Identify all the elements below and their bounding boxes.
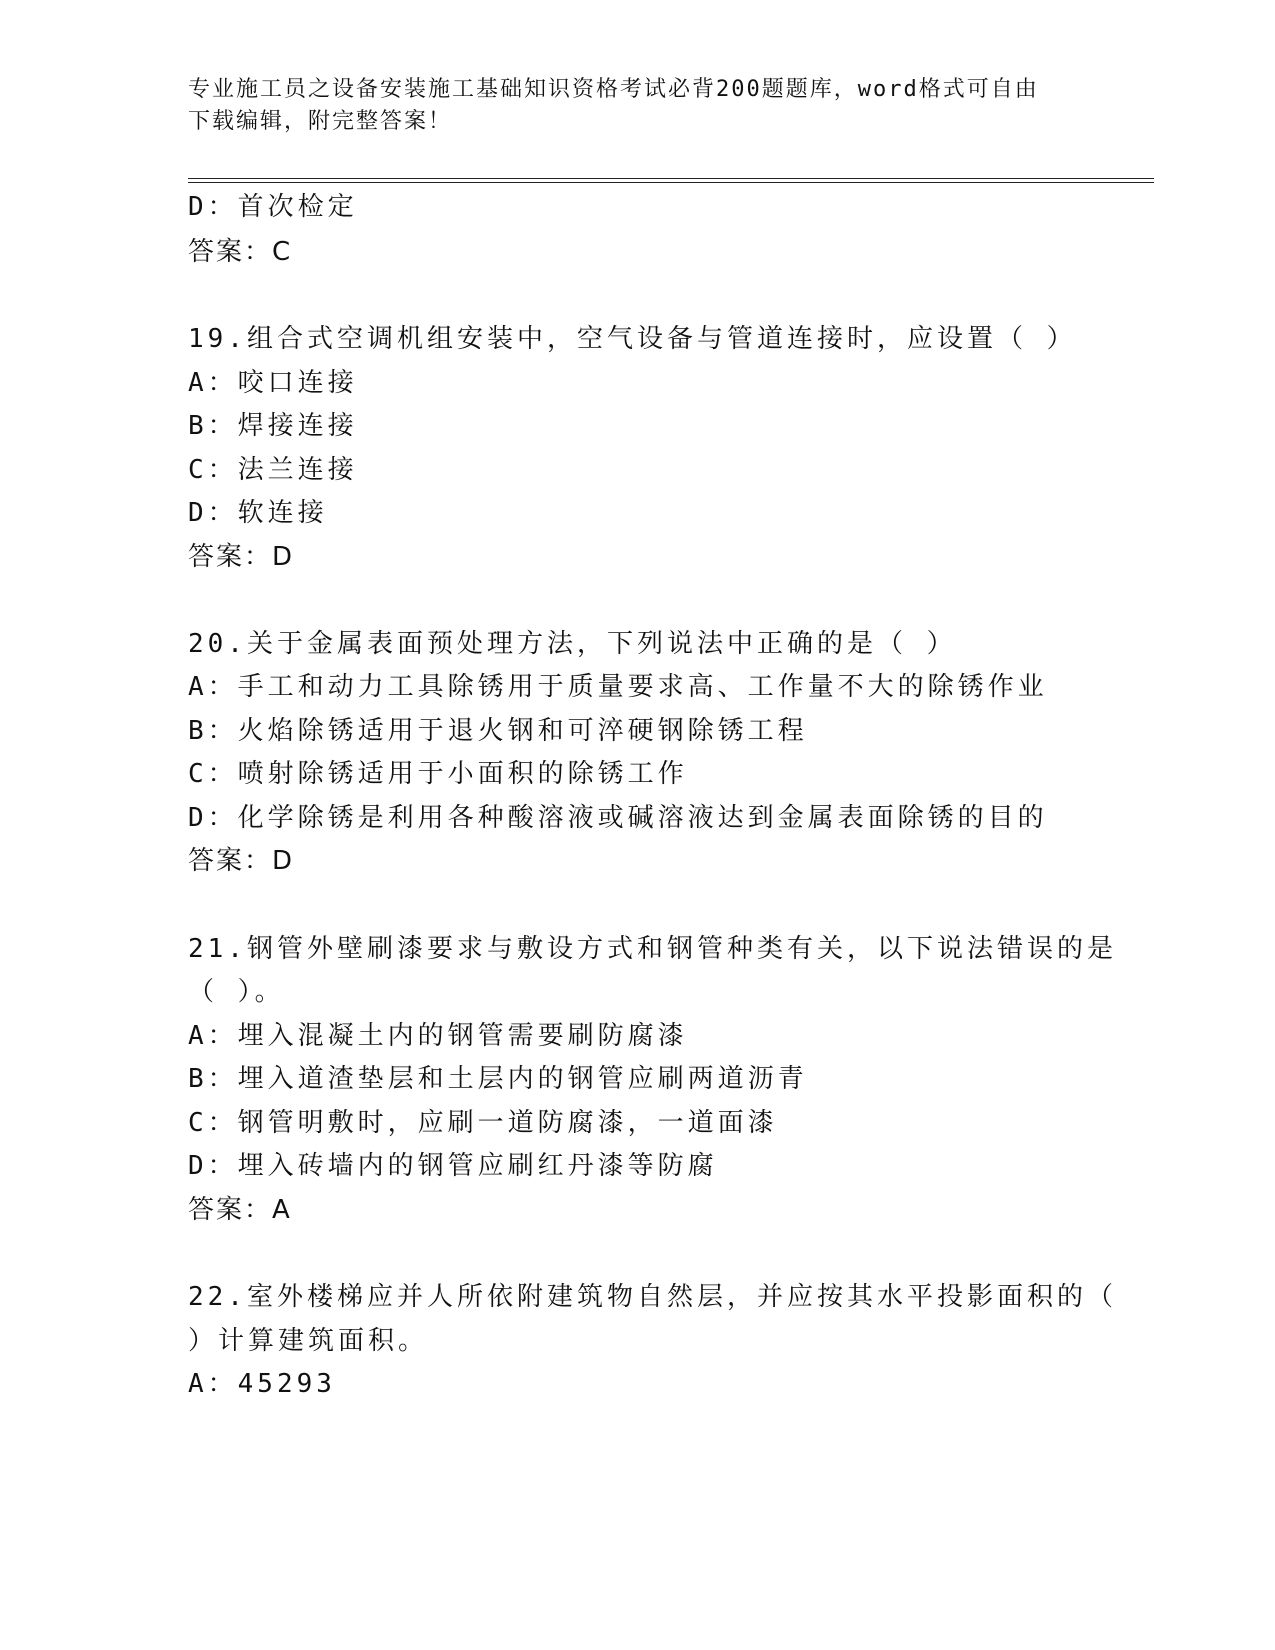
question-line-continued: （ ）。	[188, 977, 285, 1007]
header-rule-bottom	[188, 182, 1154, 183]
header-rule-top	[188, 178, 1154, 179]
option-line: B：火焰除锈适用于退火钢和可淬硬钢除锈工程	[188, 716, 808, 746]
header-line-1: 专业施工员之设备安装施工基础知识资格考试必背200题题库，word格式可自由	[188, 77, 1039, 102]
question-line: 21.钢管外壁刷漆要求与敷设方式和钢管种类有关，以下说法错误的是	[188, 934, 1117, 964]
answer-line: 答案：D	[188, 846, 295, 876]
option-line: D：软连接	[188, 498, 328, 528]
option-line: A：咬口连接	[188, 368, 358, 398]
document-header	[188, 74, 1068, 138]
option-line: A：45293	[188, 1369, 336, 1399]
answer-line: 答案：A	[188, 1195, 292, 1225]
question-line: 20.关于金属表面预处理方法，下列说法中正确的是（ ）	[188, 629, 957, 659]
answer-line: 答案：D	[188, 542, 295, 572]
answer-line: 答案：C	[188, 237, 293, 267]
option-line: C：法兰连接	[188, 455, 358, 485]
question-line: 22.室外楼梯应并人所依附建筑物自然层，并应按其水平投影面积的（	[188, 1282, 1117, 1312]
option-line: D：首次检定	[188, 192, 358, 222]
option-line: D：化学除锈是利用各种酸溶液或碱溶液达到金属表面除锈的目的	[188, 803, 1048, 833]
option-line: A：手工和动力工具除锈用于质量要求高、工作量不大的除锈作业	[188, 672, 1048, 702]
question-line-continued: ）计算建筑面积。	[188, 1326, 429, 1356]
option-line: C：喷射除锈适用于小面积的除锈工作	[188, 759, 688, 789]
question-line: 19.组合式空调机组安装中，空气设备与管道连接时，应设置（ ）	[188, 324, 1077, 354]
option-line: A：埋入混凝土内的钢管需要刷防腐漆	[188, 1021, 688, 1051]
option-line: C：钢管明敷时，应刷一道防腐漆，一道面漆	[188, 1108, 778, 1138]
option-line: B：埋入道渣垫层和土层内的钢管应刷两道沥青	[188, 1064, 808, 1094]
option-line: B：焊接连接	[188, 411, 358, 441]
option-line: D：埋入砖墙内的钢管应刷红丹漆等防腐	[188, 1151, 718, 1181]
header-line-2: 下载编辑，附完整答案！	[188, 109, 453, 134]
